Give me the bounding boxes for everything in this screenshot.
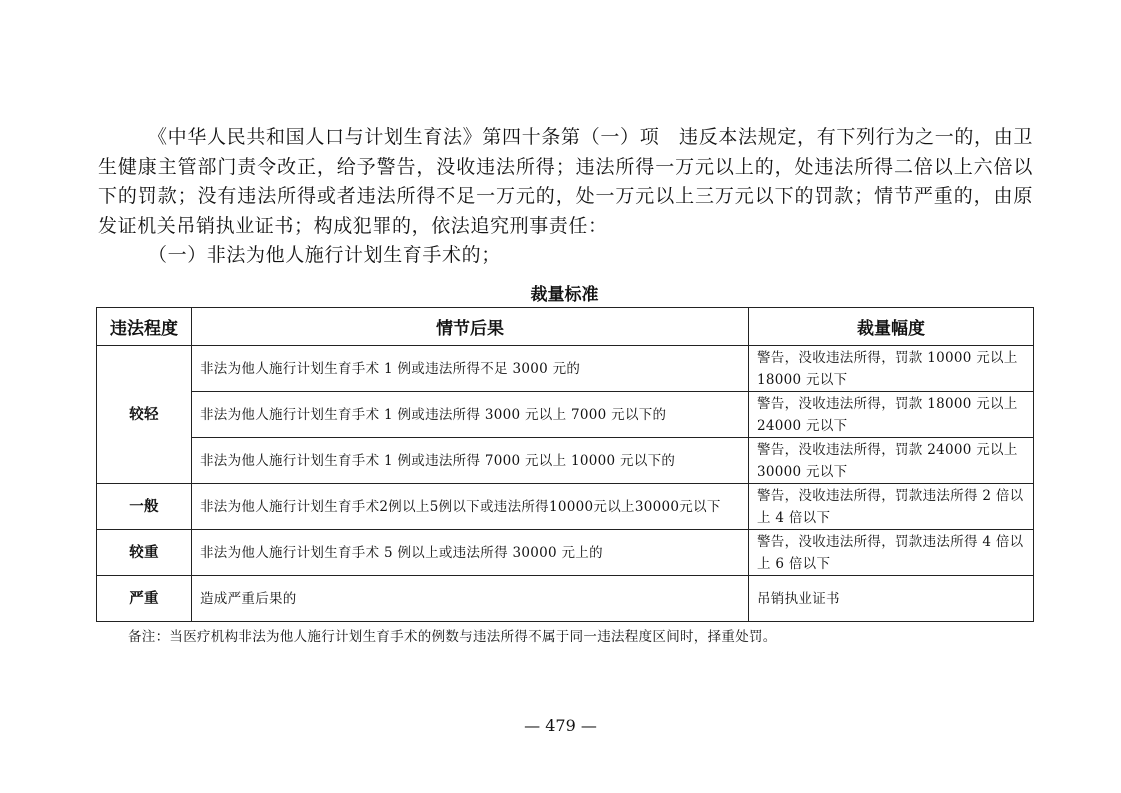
penalty-cell: 警告，没收违法所得，罚款 10000 元以上 18000 元以下 xyxy=(749,346,1034,392)
page-number: — 479 — xyxy=(524,716,597,735)
degree-cell: 一般 xyxy=(97,484,192,530)
consequence-cell: 非法为他人施行计划生育手术 1 例或违法所得 3000 元以上 7000 元以下的 xyxy=(192,392,749,438)
degree-cell: 严重 xyxy=(97,576,192,622)
penalty-cell: 警告，没收违法所得，罚款 24000 元以上 30000 元以下 xyxy=(749,438,1034,484)
table-row xyxy=(97,438,1034,484)
consequence-cell: 非法为他人施行计划生育手术2例以上5例以下或违法所得10000元以上30000元以下 xyxy=(192,484,749,530)
header-penalty: 裁量幅度 xyxy=(749,308,1034,346)
law-text xyxy=(98,123,1033,271)
law-paragraph-2: （一）非法为他人施行计划生育手术的； xyxy=(148,244,501,266)
degree-cell: 较重 xyxy=(97,530,192,576)
table-header-row xyxy=(97,308,1034,346)
discretion-standard-table xyxy=(96,307,1034,622)
degree-cell: 较轻 xyxy=(97,346,192,484)
table-note: 备注：当医疗机构非法为他人施行计划生育手术的例数与违法所得不属于同一违法程度区间时，择重处罚。 xyxy=(128,629,777,645)
table-row xyxy=(97,392,1034,438)
penalty-cell: 警告，没收违法所得，罚款 18000 元以上 24000 元以下 xyxy=(749,392,1034,438)
consequence-cell: 非法为他人施行计划生育手术 1 例或违法所得 7000 元以上 10000 元以下的 xyxy=(192,438,749,484)
penalty-cell: 吊销执业证书 xyxy=(749,576,1034,622)
consequence-cell: 非法为他人施行计划生育手术 1 例或违法所得不足 3000 元的 xyxy=(192,346,749,392)
consequence-cell: 造成严重后果的 xyxy=(192,576,749,622)
header-degree: 违法程度 xyxy=(97,308,192,346)
penalty-cell: 警告，没收违法所得，罚款违法所得 2 倍以上 4 倍以下 xyxy=(749,484,1034,530)
consequence-cell: 非法为他人施行计划生育手术 5 例以上或违法所得 30000 元上的 xyxy=(192,530,749,576)
header-consequence: 情节后果 xyxy=(192,308,749,346)
penalty-cell: 警告，没收违法所得，罚款违法所得 4 倍以上 6 倍以下 xyxy=(749,530,1034,576)
table-row xyxy=(97,346,1034,392)
table-row xyxy=(97,576,1034,622)
table-row xyxy=(97,484,1034,530)
table-row xyxy=(97,530,1034,576)
law-paragraph-1: 《中华人民共和国人口与计划生育法》第四十条第（一）项 违反本法规定，有下列行为之一的，由卫生健康主管部门责令改正，给予警告，没收违法所得；违法所得一万元以上的，处违法所得二倍以上六倍以下的罚款；没有违法所得或者违法所得不足一万元的，处一万元以上三万元以下的罚款；情节严重的，由原发证机关吊销执业证书；构成犯罪的，依法追究刑事责任： xyxy=(98,126,1033,237)
table-title: 裁量标准 xyxy=(530,285,599,305)
